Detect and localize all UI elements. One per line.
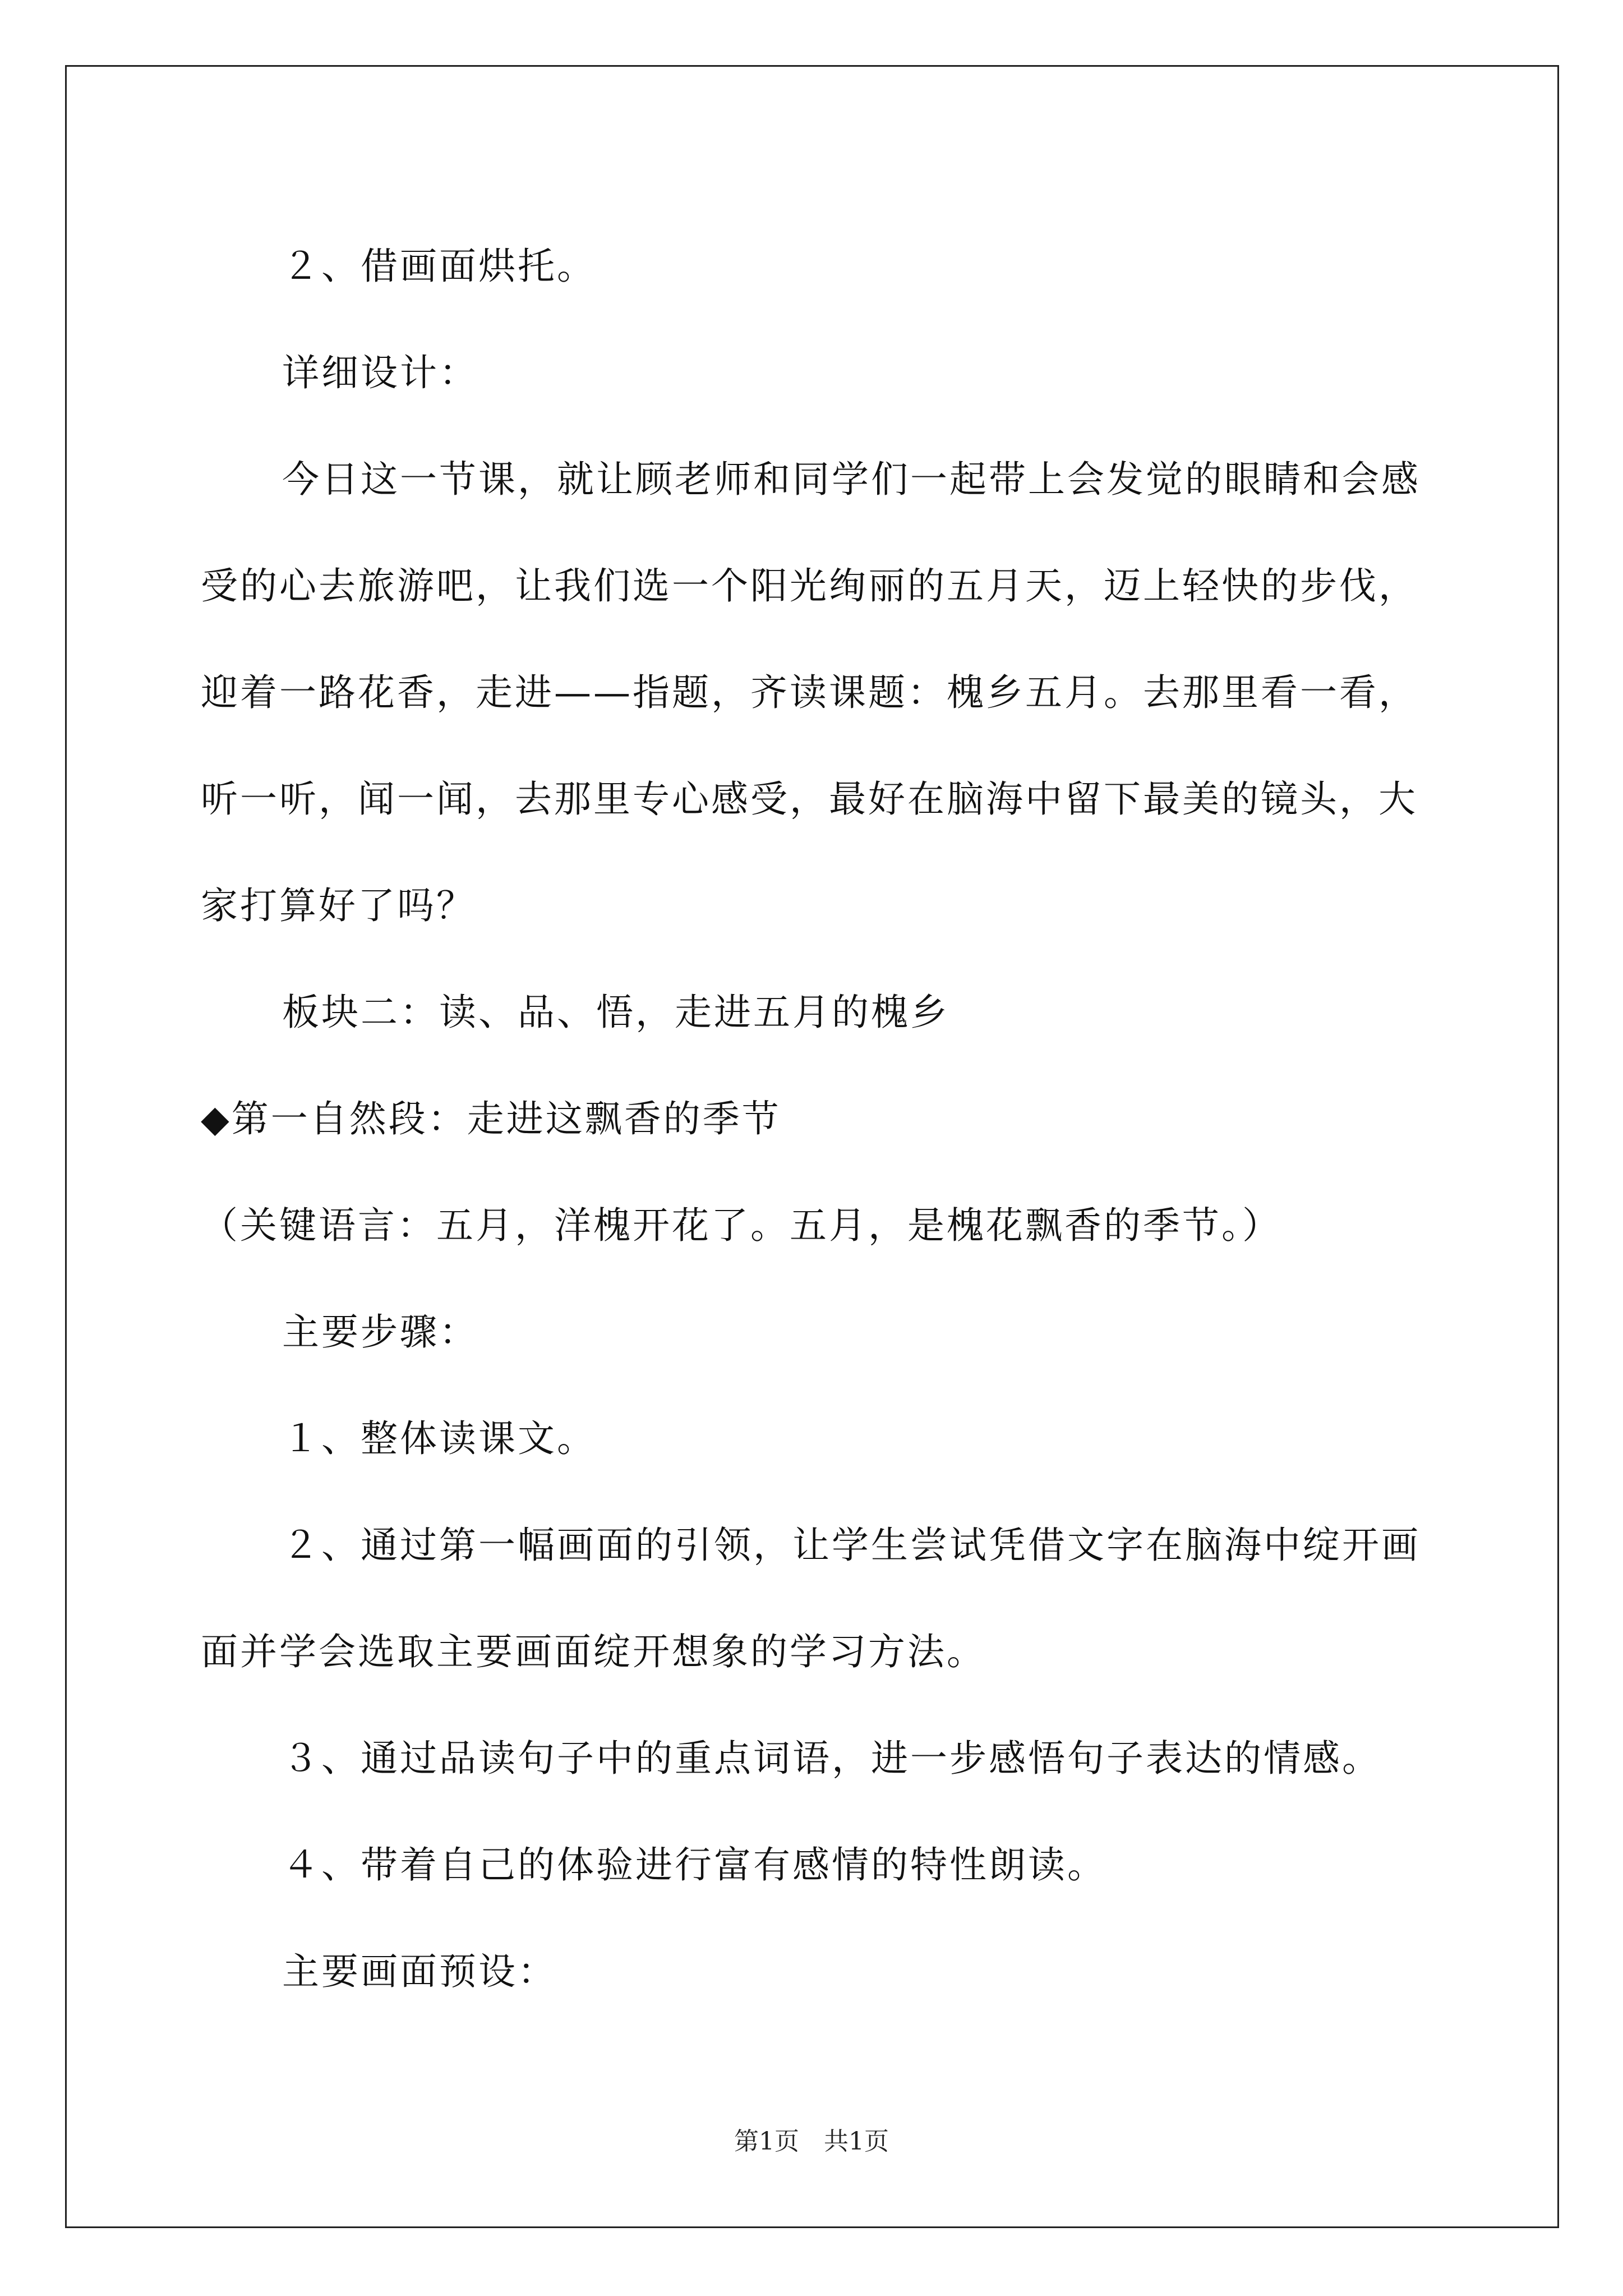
paragraph-method-2: ２、借画面烘托。 (282, 245, 596, 288)
page-number-footer: 第1页 共1页 (734, 2127, 889, 2156)
paragraph-main-steps-heading: 主要步骤： (282, 1310, 478, 1354)
paragraph-first-natural-section: ◆第一自然段：走进这飘香的季节 (201, 1097, 781, 1140)
paragraph-main-scenes-heading: 主要画面预设： (282, 1950, 557, 1993)
paragraph-step-2: ２、通过第一幅画面的引领，让学生尝试凭借文字在脑海中绽开画面并学会选取主要画面绽开想象的学习方法。 (201, 1524, 1421, 1673)
paragraph-detailed-design-heading: 详细设计： (282, 351, 478, 394)
document-body (201, 213, 1429, 2025)
paragraph-step-3: ３、通过品读句子中的重点词语，进一步感悟句子表达的情感。 (282, 1737, 1381, 1780)
paragraph-step-1: １、整体读课文。 (282, 1417, 596, 1460)
paragraph-key-language: （关键语言：五月，洋槐开花了。五月，是槐花飘香的季节。） (201, 1204, 1281, 1247)
paragraph-step-4: ４、带着自己的体验进行富有感情的特性朗读。 (282, 1843, 1106, 1887)
paragraph-section-two-heading: 板块二：读、品、悟，走进五月的槐乡 (282, 991, 949, 1034)
paragraph-introduction: 今日这一节课，就让顾老师和同学们一起带上会发觉的眼睛和会感受的心去旅游吧，让我们选一个阳光绚丽的五月天，迈上轻快的步伐，迎着一路花香，走进——指题，齐读课题：槐乡五月。去那里看一看，听一听，闻一闻，去那里专心感受，最好在脑海中留下最美的镜头，大家打算好了吗？ (201, 458, 1421, 927)
